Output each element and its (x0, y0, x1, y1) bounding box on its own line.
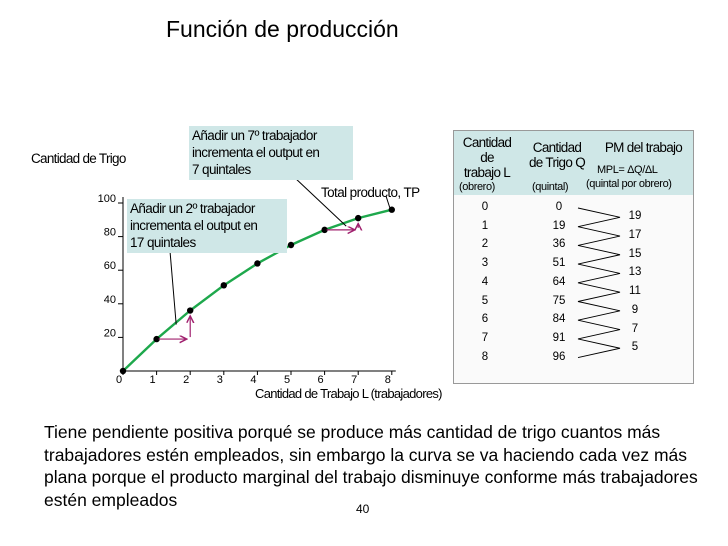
mpl-cell: 15 (628, 247, 642, 260)
y-tick-label: 40 (103, 293, 116, 306)
labor-cell: 0 (481, 201, 489, 213)
x-tick-label: 1 (149, 374, 156, 386)
quantity-cell: 75 (552, 294, 566, 307)
data-point (187, 307, 193, 313)
labor-cell: 1 (481, 219, 489, 232)
x-tick-label: 0 (115, 374, 123, 386)
header-line: de Trigo Q (528, 155, 586, 170)
mpl-connectors (454, 131, 693, 383)
mpl-formula: MPL= ΔQ/ΔL (597, 164, 658, 176)
quantity-cell: 36 (552, 238, 566, 251)
production-table (453, 130, 694, 384)
y-axis-label: Cantidad de Trigo (31, 151, 126, 166)
quantity-cell: 19 (552, 219, 566, 232)
header-line: Cantidad (532, 140, 582, 155)
units-quantity: (quintal) (532, 181, 569, 193)
quantity-cell: 84 (552, 313, 566, 326)
annotation-leader-second (170, 251, 176, 325)
explanation-text: Tiene pendiente positiva porqué se produce más cantidad de trigo cuantos más trabajadores estén empleados, sin embargo la curva se va haciendo cada vez más plana porque el producto marginal del trabajo disminuye conforme más trabajadores estén empleados (44, 422, 698, 510)
slide-title: Función de producción (166, 16, 399, 42)
mpl-cell: 17 (628, 229, 642, 242)
header-mpl: PM del trabajo (604, 140, 683, 155)
labor-cell: 6 (481, 313, 489, 326)
x-tick-label: 5 (283, 374, 291, 386)
mpl-cell: 5 (631, 341, 639, 354)
data-point (254, 260, 260, 266)
annotation-line: 7 quintales (192, 162, 251, 177)
mpl-cell: 13 (628, 266, 642, 279)
page-number: 40 (356, 502, 370, 516)
data-point (288, 242, 294, 248)
units-labor: (obrero) (459, 181, 495, 193)
units-mpl: (quintal por obrero) (586, 178, 672, 190)
mpl-cell: 19 (628, 210, 642, 223)
labor-cell: 2 (481, 238, 489, 251)
annotation-line: Añadir un 2º trabajador (130, 201, 255, 216)
x-axis-label: Cantidad de Trabajo L (trabajadores) (255, 386, 442, 401)
annotation-line: Añadir un 7º trabajador (192, 128, 317, 143)
series-label-total-product: Total producto, TP (321, 185, 420, 200)
labor-cell: 4 (481, 275, 489, 288)
x-tick-label: 2 (183, 374, 190, 386)
header-line: de (480, 150, 494, 165)
quantity-cell: 51 (552, 257, 566, 270)
mpl-cell: 9 (631, 303, 639, 316)
x-tick-label: 8 (384, 374, 391, 386)
labor-cell: 8 (481, 350, 489, 363)
zigzag-line (578, 208, 620, 358)
y-tick-label: 80 (103, 226, 116, 239)
header-line: trabajo L (463, 165, 511, 180)
data-point (355, 215, 361, 221)
quantity-cell: 64 (552, 275, 566, 288)
quantity-cell: 0 (555, 201, 563, 213)
quantity-cell: 91 (552, 331, 566, 344)
annotation-line: incrementa el output en (192, 145, 320, 160)
mpl-cell: 7 (631, 322, 639, 335)
x-tick-label: 3 (216, 374, 223, 386)
x-tick-label: 6 (317, 374, 324, 386)
x-tick-label: 7 (351, 374, 358, 386)
data-point (120, 368, 126, 374)
labor-cell: 5 (481, 294, 489, 307)
annotation-line: incrementa el output en (130, 218, 258, 233)
y-tick-label: 60 (103, 260, 116, 273)
quantity-cell: 96 (552, 350, 566, 363)
y-tick-label: 20 (103, 327, 116, 340)
labor-cell: 3 (481, 257, 489, 270)
annotation-second-worker (127, 199, 287, 253)
header-line: Cantidad (462, 135, 512, 150)
labor-cell: 7 (481, 331, 489, 344)
y-tick-label: 100 (97, 193, 116, 205)
annotation-line: 17 quintales (130, 235, 196, 250)
annotation-seventh-worker (189, 126, 353, 180)
mpl-cell: 11 (629, 285, 641, 298)
data-point (221, 282, 227, 288)
x-tick-label: 4 (250, 374, 257, 386)
